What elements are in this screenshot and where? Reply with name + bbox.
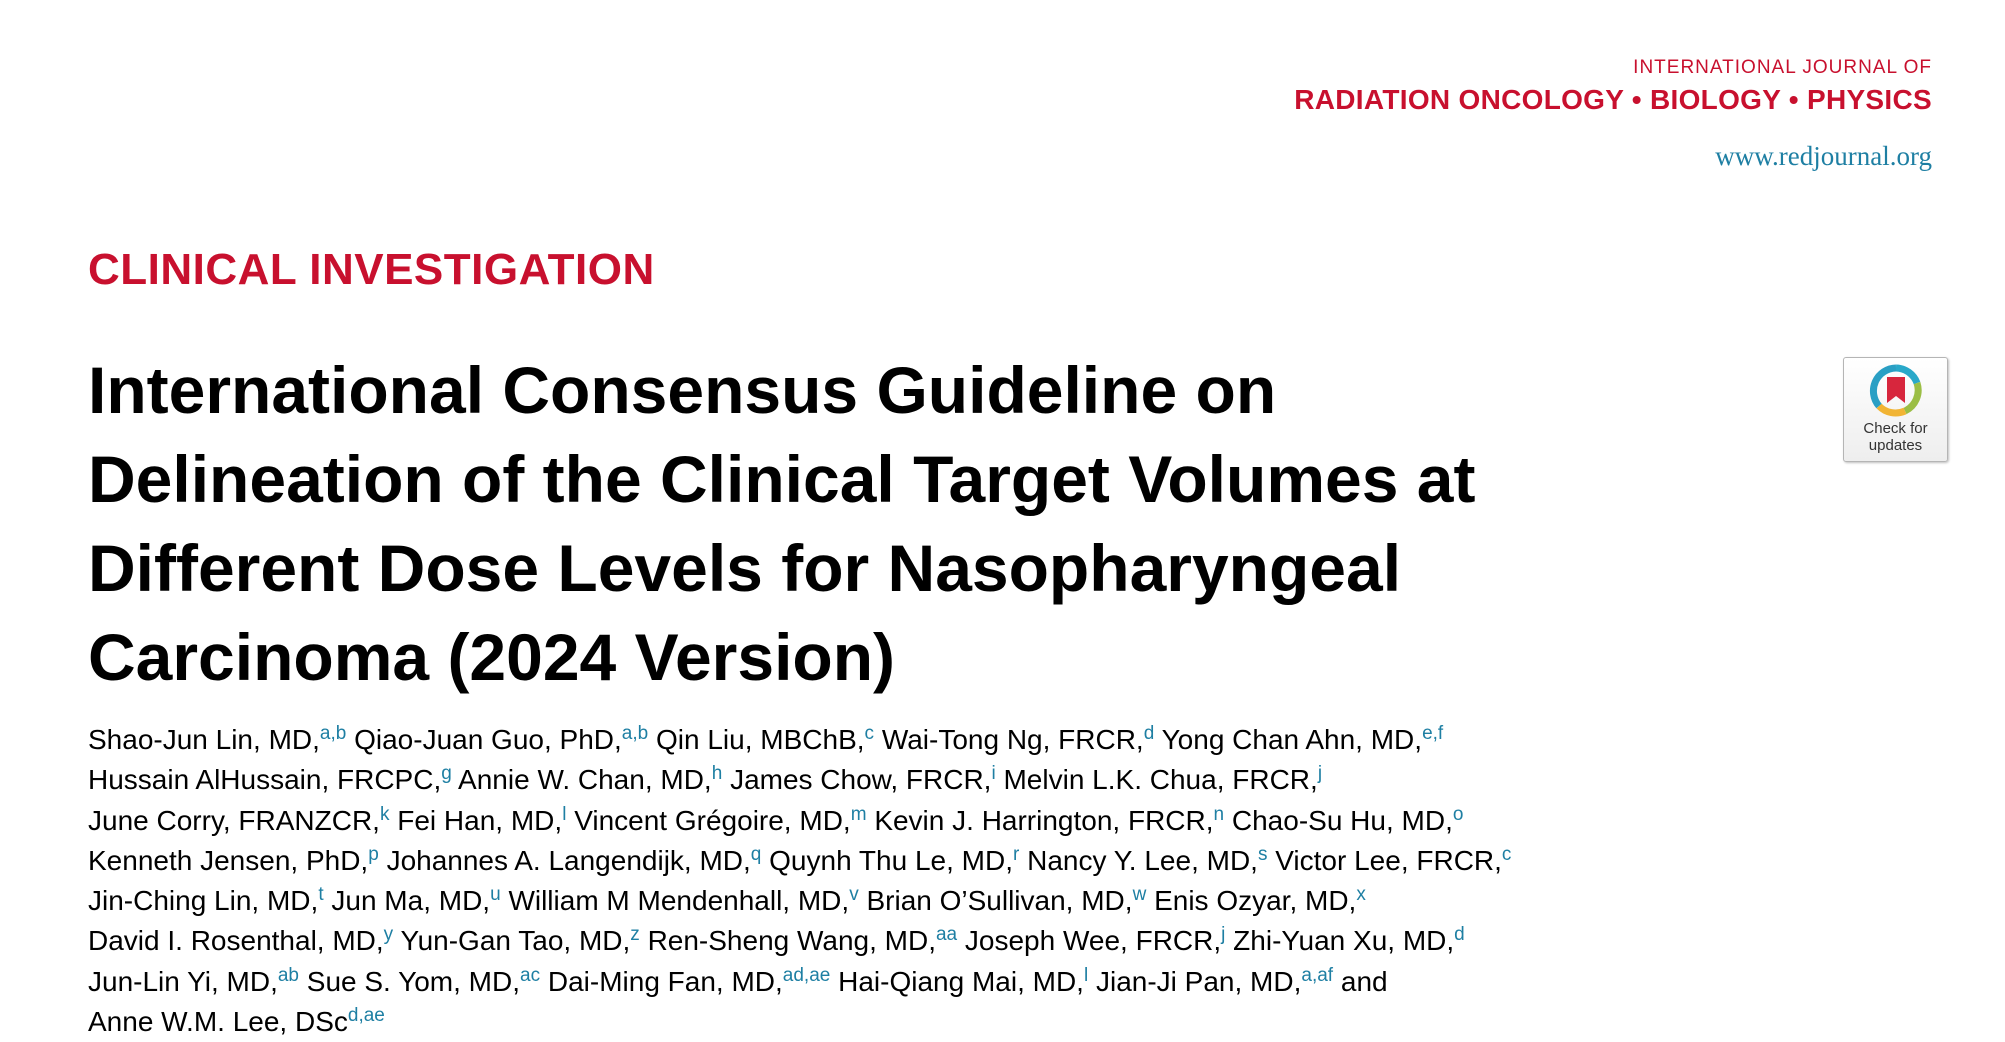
author-name: Kevin J. Harrington, FRCR,$^n$ <box>874 803 1225 836</box>
author-name: David I. Rosenthal, MD,$^y$ <box>88 924 394 957</box>
journal-subtitle: INTERNATIONAL JOURNAL OF <box>1633 57 1932 78</box>
affiliation-link[interactable]: c <box>864 723 875 744</box>
author-name: Jin-Ching Lin, MD,$^t$ <box>88 884 324 917</box>
author-name: William M Mendenhall, MD,$^v$ <box>508 884 859 917</box>
affiliation-link[interactable]: i <box>991 763 996 785</box>
author-name: Qin Liu, MBChB,$^c$ <box>656 723 875 755</box>
affiliation-link[interactable]: j <box>1221 924 1226 946</box>
author-line <box>88 801 1708 841</box>
affiliation-link[interactable]: d <box>1143 723 1155 744</box>
author-name: Enis Ozyar, MD,$^x$ <box>1154 884 1366 917</box>
author-line <box>88 760 1708 800</box>
author-name: Kenneth Jensen, PhD,$^p$ <box>88 843 379 876</box>
author-name: Nancy Y. Lee, MD,$^s$ <box>1027 843 1268 876</box>
author-name: Jun Ma, MD,$^u$ <box>331 884 501 917</box>
affiliation-link[interactable]: x <box>1356 884 1366 906</box>
affiliation-link[interactable]: c <box>1501 843 1512 865</box>
affiliation-link[interactable]: ac <box>520 964 541 986</box>
affiliation-link[interactable]: a,af <box>1301 964 1334 986</box>
author-name: Chao-Su Hu, MD,$^o$ <box>1231 803 1464 836</box>
author-name: Hussain AlHussain, FRCPC,$^g$ <box>88 763 452 796</box>
author-line <box>88 881 1708 921</box>
affiliation-link[interactable]: w <box>1132 884 1147 906</box>
affiliation-link[interactable]: u <box>490 884 501 906</box>
article-section-label: CLINICAL INVESTIGATION <box>88 245 655 294</box>
journal-website-link[interactable]: www.redjournal.org <box>1715 141 1932 171</box>
affiliation-link[interactable]: n <box>1213 803 1225 825</box>
author-name: Dai-Ming Fan, MD,$^{ad,ae}$ <box>547 964 831 997</box>
author-name: Joseph Wee, FRCR,$^j$ <box>964 924 1226 957</box>
author-name: Quynh Thu Le, MD,$^r$ <box>769 843 1020 876</box>
affiliation-link[interactable]: d,ae <box>347 1005 385 1027</box>
author-name: Johannes A. Langendijk, MD,$^q$ <box>386 843 762 876</box>
author-name: Sue S. Yom, MD,$^{ac}$ <box>306 964 541 997</box>
author-name: Hai-Qiang Mai, MD,$^l$ <box>838 964 1089 997</box>
affiliation-link[interactable]: aa <box>935 924 958 946</box>
author-name: June Corry, FRANZCR,$^k$ <box>88 803 390 836</box>
author-line <box>88 841 1708 881</box>
affiliation-link[interactable]: k <box>379 803 390 825</box>
affiliation-link[interactable]: j <box>1317 763 1323 785</box>
check-for-updates-button[interactable] <box>1843 357 1948 462</box>
author-line <box>88 720 1708 760</box>
author-name: Brian O’Sullivan, MD,$^w$ <box>866 884 1147 917</box>
affiliation-link[interactable]: d <box>1454 924 1465 946</box>
affiliation-link[interactable]: h <box>711 763 723 785</box>
affiliation-link[interactable]: t <box>318 884 324 906</box>
affiliation-link[interactable]: m <box>850 803 867 825</box>
affiliation-link[interactable]: o <box>1452 803 1464 825</box>
author-name: Victor Lee, FRCR,$^c$ <box>1275 843 1512 876</box>
author-name: Qiao-Juan Guo, PhD,$^{a,b}$ <box>354 723 649 755</box>
author-name: Fei Han, MD,$^l$ <box>397 803 567 836</box>
author-conjunction: and <box>1333 965 1388 997</box>
check-for-updates-icon <box>1867 363 1925 419</box>
affiliation-link[interactable]: l <box>1083 964 1089 986</box>
author-name: Yong Chan Ahn, MD,$^{e,f}$ <box>1161 723 1444 755</box>
affiliation-link[interactable]: r <box>1012 843 1020 865</box>
author-name: Annie W. Chan, MD,$^h$ <box>458 763 723 796</box>
affiliation-link[interactable]: a,b <box>319 723 347 744</box>
check-for-updates-label-line1: Check for <box>1863 420 1928 437</box>
author-line <box>88 921 1708 961</box>
affiliation-link[interactable]: ad,ae <box>782 964 831 986</box>
author-name: Zhi-Yuan Xu, MD,$^d$ <box>1233 924 1465 957</box>
author-list <box>88 720 1708 1042</box>
affiliation-link[interactable]: a,b <box>621 723 649 744</box>
article-title: International Consensus Guideline on Delineation of the Clinical Target Volumes at Different Dose Levels for Nasopharyngeal Carcinoma (2024 Version) <box>88 353 1476 694</box>
author-name: James Chow, FRCR,$^i$ <box>730 763 996 796</box>
affiliation-link[interactable]: z <box>630 924 640 946</box>
affiliation-link[interactable]: p <box>368 843 379 865</box>
author-name: Vincent Grégoire, MD,$^m$ <box>574 803 867 836</box>
check-for-updates-label-line2: updates <box>1868 437 1923 454</box>
journal-name: RADIATION ONCOLOGY • BIOLOGY • PHYSICS <box>1294 84 1932 115</box>
journal-masthead <box>1294 56 1932 172</box>
author-name: Melvin L.K. Chua, FRCR,$^j$ <box>1003 763 1323 796</box>
author-name: Jun-Lin Yi, MD,$^{ab}$ <box>88 964 299 997</box>
author-name: Wai-Tong Ng, FRCR,$^d$ <box>881 723 1155 755</box>
affiliation-link[interactable]: q <box>750 843 762 865</box>
author-line <box>88 1002 1708 1042</box>
affiliation-link[interactable]: g <box>441 763 452 785</box>
author-line <box>88 962 1708 1002</box>
author-name: Anne W.M. Lee, DSc$^{d,ae}$ <box>88 1005 385 1038</box>
affiliation-link[interactable]: y <box>383 924 394 946</box>
author-name: Ren-Sheng Wang, MD,$^{aa}$ <box>647 924 958 957</box>
author-name: Jian-Ji Pan, MD,$^{a,af}$ and <box>1095 964 1388 997</box>
affiliation-link[interactable]: e,f <box>1422 723 1444 744</box>
affiliation-link[interactable]: ab <box>277 964 299 986</box>
affiliation-link[interactable]: s <box>1257 843 1268 865</box>
author-name: Shao-Jun Lin, MD,$^{a,b}$ <box>88 723 347 755</box>
affiliation-link[interactable]: l <box>562 803 567 825</box>
author-name: Yun-Gan Tao, MD,$^z$ <box>400 924 640 957</box>
affiliation-link[interactable]: v <box>849 884 859 906</box>
